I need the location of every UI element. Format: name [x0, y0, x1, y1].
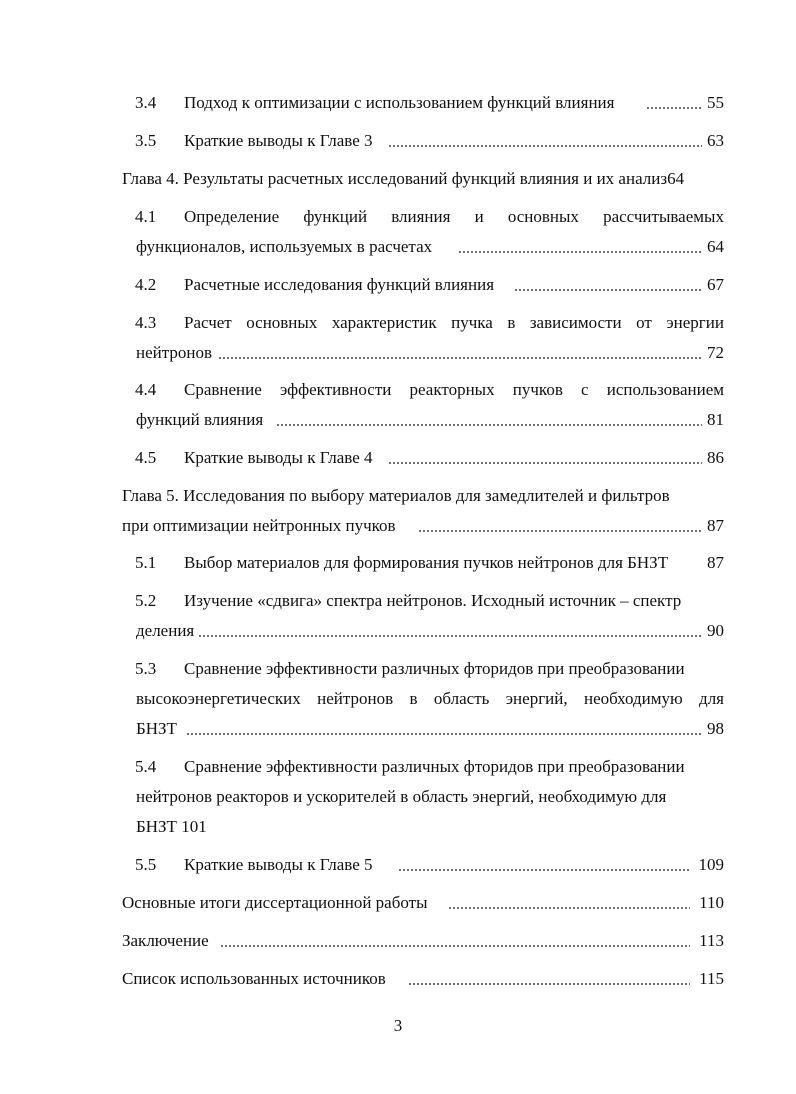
toc-entry-number: 5.2: [135, 591, 157, 610]
word: энергий,: [505, 689, 568, 708]
word: пучков: [512, 380, 563, 399]
toc-entry-title: Изучение «сдвига» спектра нейтронов. Исходный источник – спектр: [184, 591, 682, 610]
toc-entry-page: 87: [707, 516, 724, 535]
toc-entry-page: 81: [707, 410, 724, 429]
word: эффективности: [279, 380, 392, 399]
toc-entry-number: 3.5: [135, 131, 157, 150]
toc-entry-title: нейтронов: [136, 343, 213, 362]
word: для: [699, 689, 724, 708]
word: влияния: [391, 207, 451, 226]
toc-entry-number: 5.4: [135, 757, 157, 776]
word: область: [433, 689, 490, 708]
word: использованием: [606, 380, 724, 399]
word: от: [636, 313, 652, 332]
dot-leader: [514, 289, 702, 291]
toc-entry-page: 72: [707, 343, 724, 362]
page-number: 3: [393, 1016, 403, 1035]
toc-entry-number: 5.3: [135, 659, 157, 678]
word: высокоэнергетических: [136, 689, 301, 708]
toc-entry-title: Расчетные исследования функций влияния: [184, 275, 495, 294]
toc-entry-title: Заключение: [122, 931, 209, 950]
toc-entry-number: 4.2: [135, 275, 157, 294]
toc-entry-title: функций влияния: [136, 410, 264, 429]
toc-entry-number: 5.5: [135, 855, 157, 874]
toc-entry-title: Выбор материалов для формирования пучков нейтронов для БНЗТ: [184, 553, 669, 572]
toc-entry-title-line: [184, 207, 724, 227]
dot-leader: [220, 945, 690, 947]
toc-entry-title: Сравнение эффективности различных фторидов при преобразовании: [184, 659, 685, 678]
toc-entry-number: 4.5: [135, 448, 157, 467]
toc-entry-number: 3.4: [135, 93, 157, 112]
dot-leader: [458, 251, 702, 253]
word: энергии: [666, 313, 724, 332]
toc-entry-title: нейтронов реакторов и ускорителей в область энергий, необходимую для: [136, 787, 667, 806]
dot-leader: [398, 869, 690, 871]
toc-entry-title: Основные итоги диссертационной работы: [122, 893, 428, 912]
toc-entry-page: 110: [699, 893, 724, 912]
toc-entry-page: 109: [698, 855, 724, 874]
toc-entry-title: Краткие выводы к Главе 4: [184, 448, 373, 467]
toc-entry-title: функционалов, используемых в расчетах: [136, 237, 433, 256]
toc-entry-page: 115: [699, 969, 724, 988]
toc-entry-title-line: [136, 689, 724, 709]
dot-leader: [418, 530, 702, 532]
toc-entry-title: БНЗТ: [136, 719, 177, 738]
toc-entry-page: 90: [707, 621, 724, 640]
word: Расчет: [184, 313, 232, 332]
word: зависимости: [529, 313, 622, 332]
word: и: [474, 207, 484, 226]
dot-leader: [276, 424, 702, 426]
toc-entry-title: Список использованных источников: [122, 969, 386, 988]
word: рассчитываемых: [603, 207, 724, 226]
toc-entry-title-line: [184, 380, 724, 400]
word: нейтронов: [317, 689, 394, 708]
toc-entry-number: 4.1: [135, 207, 157, 226]
word: характеристик: [331, 313, 437, 332]
toc-entry-page: 64: [707, 237, 724, 256]
toc-entry-page: 67: [707, 275, 724, 294]
toc-entry-page: 98: [707, 719, 724, 738]
toc-entry-number: 4.3: [135, 313, 157, 332]
word: основных: [507, 207, 579, 226]
toc-entry-number: 5.1: [135, 553, 157, 572]
word: Определение: [184, 207, 280, 226]
word: с: [581, 380, 589, 399]
dot-leader: [646, 107, 702, 109]
toc-chapter-title: Глава 4. Результаты расчетных исследований функций влияния и их анализ64: [122, 169, 685, 188]
toc-entry-page: 86: [707, 448, 724, 467]
word: Сравнение: [184, 380, 262, 399]
word: в: [409, 689, 418, 708]
dot-leader: [408, 983, 690, 985]
toc-entry-title: Краткие выводы к Главе 3: [184, 131, 373, 150]
toc-entry-page: 113: [699, 931, 724, 950]
word: функций: [303, 207, 368, 226]
dot-leader: [198, 635, 702, 637]
toc-entry-title: деления: [136, 621, 195, 640]
word: пучка: [451, 313, 493, 332]
toc-entry-page: 55: [707, 93, 724, 112]
toc-entry-title: Сравнение эффективности различных фторидов при преобразовании: [184, 757, 685, 776]
dot-leader: [448, 907, 690, 909]
toc-entry-title: Подход к оптимизации с использованием функций влияния: [184, 93, 615, 112]
dot-leader: [388, 462, 702, 464]
toc-entry-page: 87: [707, 553, 724, 572]
word: необходимую: [583, 689, 683, 708]
dot-leader: [186, 733, 702, 735]
toc-entry-title: Краткие выводы к Главе 5: [184, 855, 373, 874]
word: основных: [246, 313, 318, 332]
toc-chapter-title: Глава 5. Исследования по выбору материалов для замедлителей и фильтров: [122, 486, 670, 505]
dot-leader: [218, 357, 702, 359]
toc-entry-number: 4.4: [135, 380, 157, 399]
toc-entry-title-line: [184, 313, 724, 333]
word: в: [507, 313, 516, 332]
word: реакторных: [409, 380, 495, 399]
toc-chapter-title: при оптимизации нейтронных пучков: [122, 516, 396, 535]
toc-entry-title: БНЗТ 101: [136, 817, 207, 836]
toc-entry-page: 63: [707, 131, 724, 150]
dot-leader: [388, 145, 702, 147]
